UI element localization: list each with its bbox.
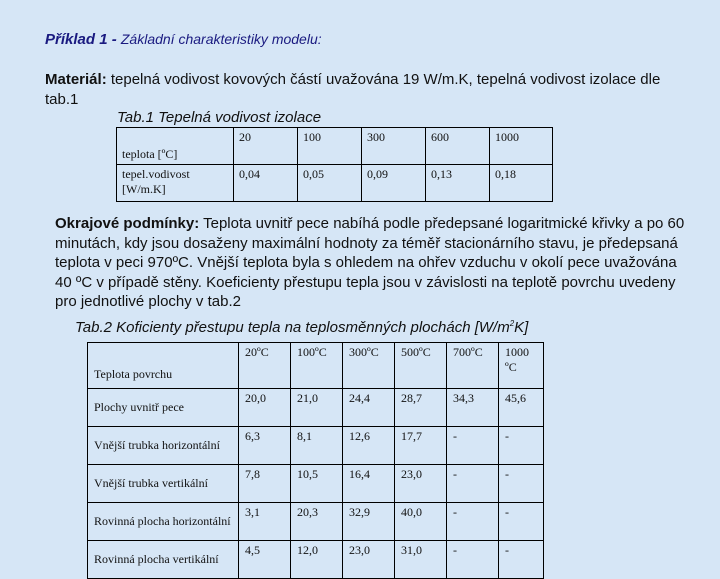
table2-row-label: Vnější trubka vertikální <box>88 465 239 503</box>
table-row <box>88 389 544 427</box>
conductivity-table <box>116 127 553 202</box>
table2-header-cell: 700ºC <box>447 343 499 389</box>
table2-row-label: Plochy uvnitř pece <box>88 389 239 427</box>
table1-cell: 600 <box>426 128 490 165</box>
table2-cell: 4,5 <box>239 541 291 579</box>
table2-row-label: Rovinná plocha horizontální <box>88 503 239 541</box>
title-main: Příklad 1 - <box>45 31 121 48</box>
table-row <box>88 465 544 503</box>
table1-cell: 300 <box>362 128 426 165</box>
table2-header-cell: 20ºC <box>239 343 291 389</box>
table2-cell: - <box>499 465 544 503</box>
table2-cell: 23,0 <box>343 541 395 579</box>
title-subtitle: Základní charakteristiky modelu: <box>120 31 322 47</box>
table-row <box>88 427 544 465</box>
table2-cell: - <box>447 541 499 579</box>
table2-cell: - <box>499 427 544 465</box>
material-label: Materiál: <box>45 71 107 88</box>
table1-cell: 0,13 <box>426 165 490 202</box>
table1-row-conductivity <box>117 165 553 202</box>
boundary-text: Teplota uvnitř pece nabíhá podle předepsané logaritmické křivky a po 60 minutách, kdy jsou dosaženy maximální hodnoty za téměř stacionárního stavu, je předepsaná teplota v peci 970ºC. Vnější teplota byla s ohledem na ohřev vzduchu v okolí pece uvažována 40 ºC v případě stěny. Koeficienty přestupu tepla jsou v závislosti na teplotě povrchu uvedeny pro jednotlivé plochy v tab.2 <box>55 215 685 310</box>
material-text: tepelná vodivost kovových částí uvažována 19 W/m.K, tepelná vodivost izolace dle tab.1 <box>45 71 661 108</box>
table2-header-cell: 300ºC <box>343 343 395 389</box>
table2-row-label: Rovinná plocha vertikální <box>88 541 239 579</box>
table2-cell: 7,8 <box>239 465 291 503</box>
table2-cell: 17,7 <box>395 427 447 465</box>
table1-cell: 0,05 <box>298 165 362 202</box>
table2-header-label: Teplota povrchu <box>88 343 239 389</box>
table2-cell: 28,7 <box>395 389 447 427</box>
table1-cell: 1000 <box>490 128 553 165</box>
table2-cell: 10,5 <box>291 465 343 503</box>
table2-caption-sup: 2 <box>509 319 515 328</box>
material-paragraph <box>45 70 695 110</box>
table2-cell: 34,3 <box>447 389 499 427</box>
table2-cell: 21,0 <box>291 389 343 427</box>
table2-cell: 20,3 <box>291 503 343 541</box>
table2-cell: 31,0 <box>395 541 447 579</box>
table2-cell: 3,1 <box>239 503 291 541</box>
table2-header-cell: 100ºC <box>291 343 343 389</box>
table1-cell: 100 <box>298 128 362 165</box>
table2-cell: 32,9 <box>343 503 395 541</box>
table2-cell: - <box>447 503 499 541</box>
heat-transfer-table <box>87 342 544 579</box>
table1-caption: Tab.1 Tepelná vodivost izolace <box>117 109 322 126</box>
table2-cell: 6,3 <box>239 427 291 465</box>
boundary-label: Okrajové podmínky: <box>55 215 200 232</box>
table1-cell: 0,09 <box>362 165 426 202</box>
table2-cell: 24,4 <box>343 389 395 427</box>
table2-cell: - <box>447 427 499 465</box>
table2-header-row <box>88 343 544 389</box>
table2-cell: 12,0 <box>291 541 343 579</box>
table1-cell: 20 <box>234 128 298 165</box>
table1-row-temperature <box>117 128 553 165</box>
table2-header-cell: 500ºC <box>395 343 447 389</box>
table2-cell: 45,6 <box>499 389 544 427</box>
table2-cell: 40,0 <box>395 503 447 541</box>
table2-header-cell: 1000 ºC <box>499 343 544 389</box>
table2-cell: 8,1 <box>291 427 343 465</box>
table1-cell: 0,04 <box>234 165 298 202</box>
table2-cell: 23,0 <box>395 465 447 503</box>
table2-row-label: Vnější trubka horizontální <box>88 427 239 465</box>
table2-cell: 20,0 <box>239 389 291 427</box>
table2-caption-end: K] <box>514 319 529 336</box>
boundary-paragraph <box>55 214 695 312</box>
table-row <box>88 541 544 579</box>
table1-cell: 0,18 <box>490 165 553 202</box>
table1-row2-label: tepel.vodivost [W/m.K] <box>117 165 234 202</box>
table1-row1-label: teplota [ºC] <box>117 128 234 165</box>
slide-title <box>45 31 322 48</box>
table2-cell: 16,4 <box>343 465 395 503</box>
table2-cell: - <box>447 465 499 503</box>
table2-cell: - <box>499 541 544 579</box>
table2-cell: - <box>499 503 544 541</box>
table2-caption-main: Tab.2 Koficienty přestupu tepla na teplosměnných plochách [W/m <box>75 319 510 336</box>
table2-caption <box>75 319 528 336</box>
table-row <box>88 503 544 541</box>
table2-cell: 12,6 <box>343 427 395 465</box>
